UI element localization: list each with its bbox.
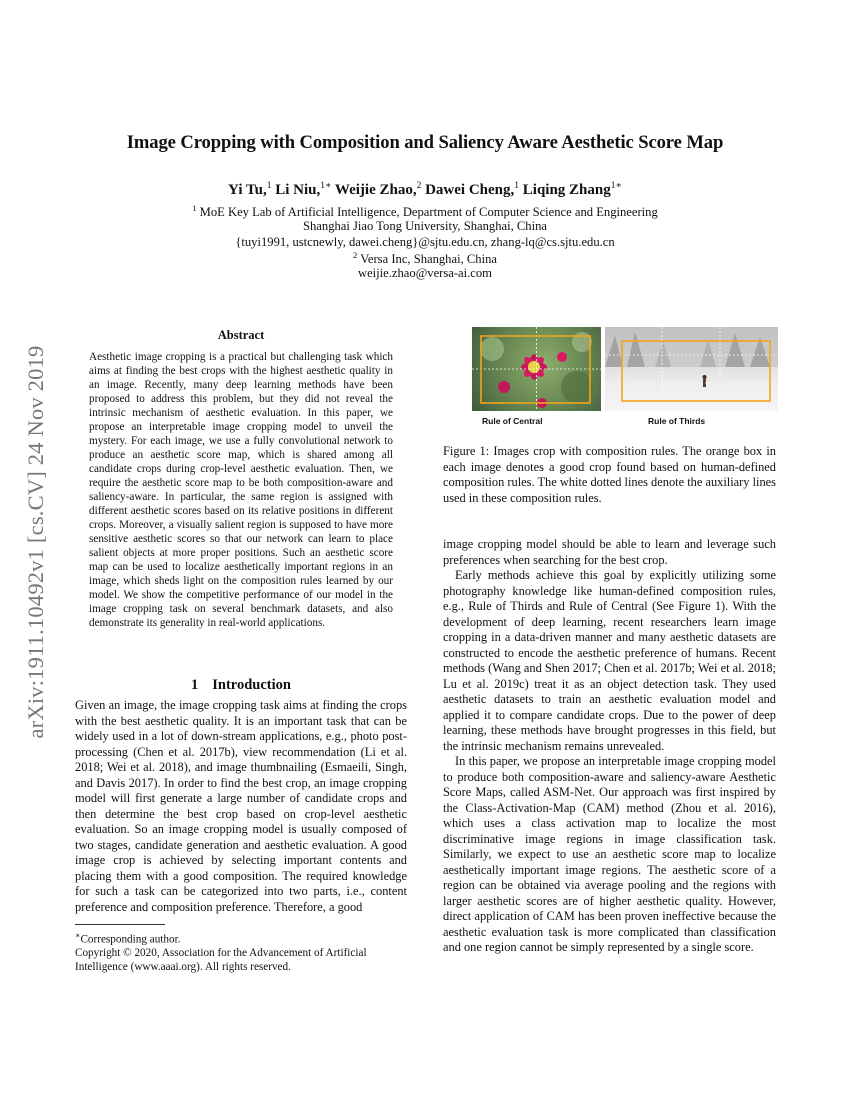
affiliation-line bbox=[0, 203, 850, 220]
affiliation-line: Shanghai Jiao Tong University, Shanghai, China bbox=[303, 219, 547, 233]
section-number: 1 bbox=[191, 677, 199, 693]
author-name: Yi Tu, bbox=[228, 182, 267, 198]
affiliation-mark: 1 bbox=[192, 203, 197, 213]
author-email: weijie.zhao@versa-ai.com bbox=[358, 266, 492, 280]
author-name: Liqing Zhang bbox=[522, 182, 611, 198]
footnote-text: Corresponding author. bbox=[80, 933, 181, 946]
snow-photo-graphic bbox=[605, 327, 778, 411]
arxiv-side-stamp: arXiv:1911.10492v1 [cs.CV] 24 Nov 2019 bbox=[23, 345, 48, 739]
affiliation-mark: 2 bbox=[353, 250, 358, 260]
author-name: Dawei Cheng, bbox=[425, 182, 515, 198]
right-column bbox=[443, 537, 776, 956]
footnote-block bbox=[75, 924, 407, 974]
author-emails: {tuyi1991, ustcnewly, dawei.cheng}@sjtu.edu.cn, zhang-lq@cs.sjtu.edu.cn bbox=[235, 235, 615, 249]
flower-photo-graphic bbox=[472, 327, 601, 411]
author-mark: 2 bbox=[416, 181, 422, 191]
author-name: Li Niu, bbox=[275, 182, 321, 198]
snow-photo bbox=[605, 327, 778, 411]
figure-1 bbox=[472, 327, 778, 430]
section-heading bbox=[75, 677, 407, 694]
figure-caption bbox=[443, 444, 776, 506]
intro-column bbox=[75, 698, 407, 915]
affiliation-text: MoE Key Lab of Artificial Intelligence, Department of Computer Science and Engineering bbox=[199, 205, 658, 220]
abstract-heading: Abstract bbox=[217, 328, 265, 342]
figure-label-right: Rule of Thirds bbox=[648, 416, 706, 426]
affiliation-line bbox=[0, 250, 850, 267]
copyright-notice: Copyright © 2020, Association for the Advancement of Artificial Intelligence (www.aaai.org). All rights reserved. bbox=[75, 947, 367, 973]
figure-caption-text: Figure 1: Images crop with composition rules. The orange box in each image denotes a good crop found based on human-defined composition rules. The white dotted lines denote the auxiliary lines used in these composition rules. bbox=[443, 444, 776, 505]
body-paragraph: image cropping model should be able to learn and leverage such preferences when searching for the best crop. bbox=[443, 537, 776, 567]
section-title: Introduction bbox=[212, 677, 291, 693]
author-mark: 1∗ bbox=[610, 181, 622, 191]
body-paragraph: Early methods achieve this goal by explicitly utilizing some photography knowledge like human-defined composition rules, e.g., Rule of Thirds and Rule of Central (See Figure 1). With the development of deep learning, recent researchers learn image cropping in a data-driven manner and many aesthetic datasets are constructed to encode the aesthetic preference of humans. Recent methods (Wang and Shen 2017; Chen et al. 2017b; Wei et al. 2018; Lu et al. 2019c) treat it as an object detection task. They used aesthetic datasets to train an aesthetic evaluation model and applied it to compare candidate crops. Due to the power of deep learning, these methods have brought progresses in this field, but the intrinsic mechanism remains unrevealed. bbox=[443, 568, 776, 753]
footnote-rule bbox=[75, 924, 165, 925]
flower-photo bbox=[472, 327, 601, 411]
footnote-corresponding bbox=[75, 929, 407, 947]
affiliation-text: Versa Inc, Shanghai, China bbox=[360, 252, 497, 267]
figure-label-left: Rule of Central bbox=[482, 416, 543, 426]
author-mark: 1 bbox=[266, 181, 272, 191]
author-mark: 1 bbox=[514, 181, 520, 191]
abstract-body: Aesthetic image cropping is a practical but challenging task which aims at finding the best crops with the highest aesthetic quality in an image. Recently, many deep learning methods have been proposed to address this problem, but they did not reveal the intrinsic mechanism of aesthetic evaluation. In this paper, we propose an interpretable image cropping model to unveil the mystery. For each image, we use a fully convolutional network to produce an aesthetic score map, which is shared among all candidate crops during crop-level aesthetic evaluation. Then, we require the aesthetic score map to be both composition-aware and saliency-aware. In particular, the same region is assigned with different aesthetic scores based on its relative positions in different crops. Moreover, a visually salient region is supposed to have more sensitive aesthetic scores so that our network can learn to place salient objects at more proper positions. Such an aesthetic score map can be used to localize aesthetically important regions in an image, which sheds light on the composition rules learned by our model. We show the competitive performance of our model in the image cropping task on several benchmark datasets, and also demonstrate its generality in real-world applications. bbox=[89, 351, 393, 629]
intro-paragraph: Given an image, the image cropping task aims at finding the crops with the best aesthetic quality. It is an important task that can be widely used in a lot of down-stream applications, e.g., photo post-processing (Chen et al. 2017b), view recommendation (Li et al. 2018; Wei et al. 2018), and image thumbnailing (Esmaeili, Singh, and Davis 2017). In order to find the best crop, an image cropping model will first generate a large number of candidate crops and then determine the best crop based on crop-level aesthetic evaluation. So an image cropping model is usually composed of two stages, candidate generation and aesthetic evaluation. A good image crop is achieved by selecting important contents and placing them with a good composition. The required knowledge for such a task can be categorized into two parts, i.e., content preference and composition preference. Therefore, a good bbox=[75, 698, 407, 914]
paper-title: Image Cropping with Composition and Saliency Aware Aesthetic Score Map bbox=[126, 132, 724, 153]
author-mark: 1∗ bbox=[320, 181, 332, 191]
author-list bbox=[0, 180, 850, 199]
author-name: Weijie Zhao, bbox=[334, 182, 417, 198]
body-paragraph: In this paper, we propose an interpretable image cropping model to produce both composition-aware and saliency-aware Aesthetic Score Maps, called ASM-Net. Our approach was first inspired by the Class-Activation-Map (CAM) method (Zhou et al. 2016), which uses a class activation map to localize the most discriminative image regions in image classification task. Similarly, we expect to use an aesthetic score map to localize aesthetically important image regions. The aesthetic score of a region can be obtained via average pooling and the regions with larger aesthetic scores are of higher aesthetic quality. However, direct application of CAM has been proven ineffective because the aesthetic evaluation task is more complicated than classification and one region cannot be simply represented by a single score. bbox=[443, 754, 776, 954]
footnote-mark: ∗ bbox=[75, 931, 81, 940]
